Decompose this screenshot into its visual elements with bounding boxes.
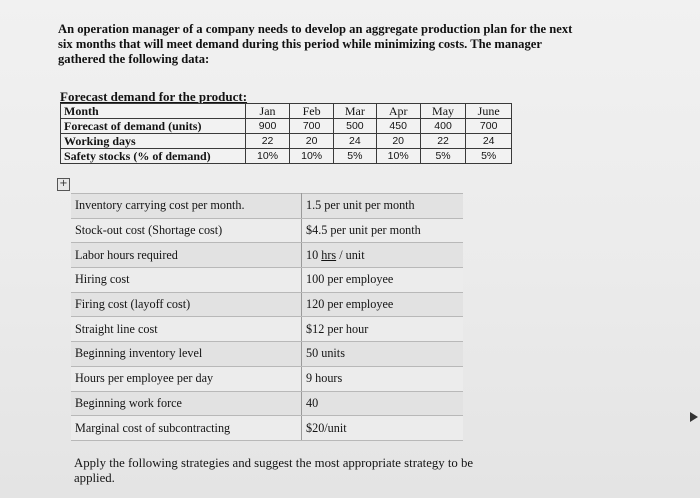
instruction-text — [74, 456, 614, 486]
problem-statement — [58, 22, 648, 67]
month-header: Month — [61, 104, 246, 119]
cost-value: $4.5 per unit per month — [302, 218, 464, 243]
cell: 10% — [376, 149, 420, 164]
cost-value — [302, 243, 464, 268]
cell: 700 — [290, 119, 334, 134]
cell: 24 — [466, 134, 512, 149]
cell: 500 — [334, 119, 376, 134]
table-row — [71, 317, 463, 342]
month-jan: Jan — [246, 104, 290, 119]
cost-label: Straight line cost — [71, 317, 302, 342]
value-part: / unit — [336, 247, 365, 262]
table-row — [71, 194, 463, 219]
cost-value: 9 hours — [302, 366, 464, 391]
cell: 900 — [246, 119, 290, 134]
arrow-right-icon — [690, 412, 698, 422]
cost-label: Hiring cost — [71, 268, 302, 293]
cost-label: Hours per employee per day — [71, 366, 302, 391]
cell: 450 — [376, 119, 420, 134]
row-label: Working days — [61, 134, 246, 149]
table-row — [71, 218, 463, 243]
cost-label: Labor hours required — [71, 243, 302, 268]
cell: 400 — [420, 119, 466, 134]
forecast-title: Forecast demand for the product: — [60, 89, 248, 104]
cell: 20 — [290, 134, 334, 149]
cost-value: 120 per employee — [302, 292, 464, 317]
table-row — [71, 342, 463, 367]
table-row — [71, 366, 463, 391]
cost-label: Inventory carrying cost per month. — [71, 194, 302, 219]
cost-label: Beginning work force — [71, 391, 302, 416]
cost-value: 50 units — [302, 342, 464, 367]
value-part: 10 — [306, 247, 322, 262]
month-mar: Mar — [334, 104, 376, 119]
value-unit: hrs — [321, 247, 337, 262]
table-row — [71, 391, 463, 416]
table-row — [71, 243, 463, 268]
instruction-line-1: Apply the following strategies and suggest the most appropriate strategy to be — [74, 456, 474, 470]
instruction-line-2: applied. — [74, 471, 115, 485]
cell: 10% — [290, 149, 334, 164]
cost-label: Beginning inventory level — [71, 342, 302, 367]
cell: 20 — [376, 134, 420, 149]
month-may: May — [420, 104, 466, 119]
intro-line-1: An operation manager of a company needs to develop an aggregate production plan for the next — [58, 22, 573, 36]
table-row — [71, 268, 463, 293]
row-label: Safety stocks (% of demand) — [61, 149, 246, 164]
cost-value: 40 — [302, 391, 464, 416]
table-row — [71, 292, 463, 317]
forecast-table — [60, 103, 512, 164]
safety-stock-row — [61, 149, 512, 164]
cell: 5% — [466, 149, 512, 164]
cost-value: $20/unit — [302, 416, 464, 441]
cell: 5% — [420, 149, 466, 164]
intro-line-2: six months that will meet demand during this period while minimizing costs. The manager — [58, 37, 542, 51]
cost-label: Stock-out cost (Shortage cost) — [71, 218, 302, 243]
month-feb: Feb — [290, 104, 334, 119]
table-move-handle-icon[interactable]: + — [57, 178, 70, 191]
forecast-header-row — [61, 104, 512, 119]
cell: 22 — [246, 134, 290, 149]
intro-line-3: gathered the following data: — [58, 52, 210, 66]
cost-value: 100 per employee — [302, 268, 464, 293]
row-label: Forecast of demand (units) — [61, 119, 246, 134]
month-june: June — [466, 104, 512, 119]
cost-label: Firing cost (layoff cost) — [71, 292, 302, 317]
cell: 10% — [246, 149, 290, 164]
working-days-row — [61, 134, 512, 149]
cost-table — [71, 193, 463, 441]
cell: 5% — [334, 149, 376, 164]
cell: 22 — [420, 134, 466, 149]
cost-value: $12 per hour — [302, 317, 464, 342]
cell: 24 — [334, 134, 376, 149]
cost-label: Marginal cost of subcontracting — [71, 416, 302, 441]
table-row — [71, 416, 463, 441]
month-apr: Apr — [376, 104, 420, 119]
cost-value: 1.5 per unit per month — [302, 194, 464, 219]
cell: 700 — [466, 119, 512, 134]
forecast-demand-row — [61, 119, 512, 134]
